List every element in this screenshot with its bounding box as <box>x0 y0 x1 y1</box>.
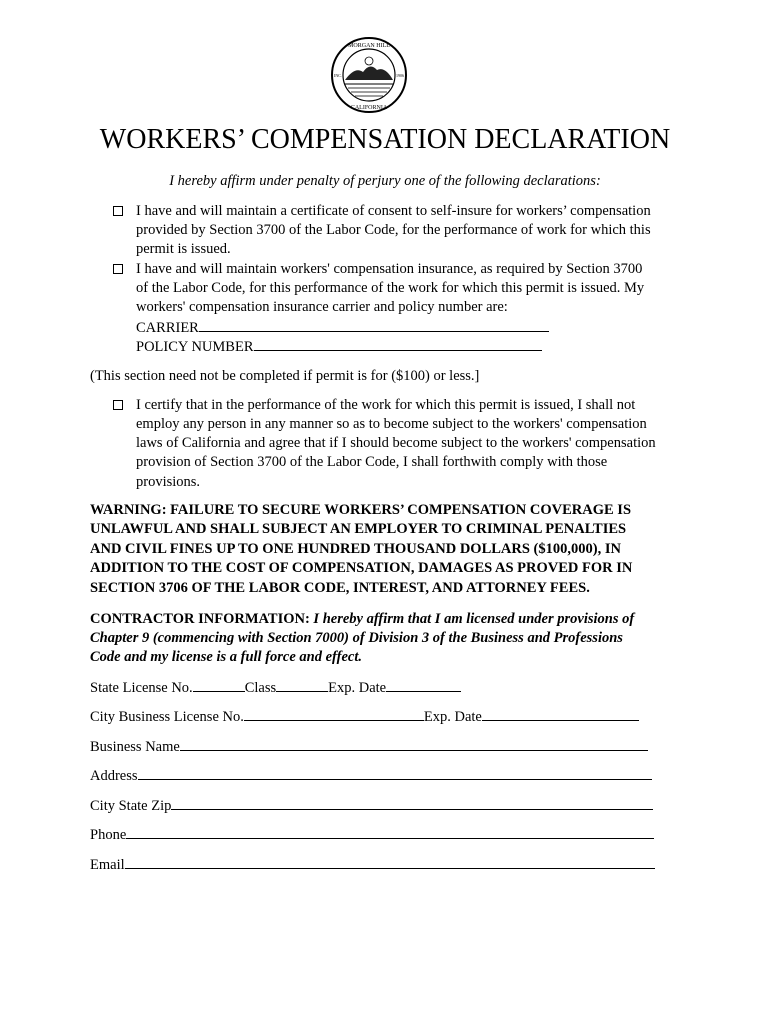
address-row <box>90 766 652 786</box>
exp-date-field[interactable] <box>386 678 461 692</box>
business-name-field[interactable] <box>180 737 648 751</box>
state-license-label: State License No. <box>90 680 193 696</box>
page-title: WORKERS’ COMPENSATION DECLARATION <box>99 124 671 155</box>
seal-bottom-text: CALIFORNIA <box>350 105 388 111</box>
city-state-zip-field[interactable] <box>171 796 653 810</box>
exp-date2-label: Exp. Date <box>423 709 482 725</box>
city-seal-logo <box>330 36 408 114</box>
city-state-zip-row <box>90 796 653 816</box>
insurance-checkbox[interactable] <box>113 264 123 274</box>
contractor-line1 <box>90 610 634 629</box>
option2-line: I have and will maintain workers' compensation insurance, as required by Section 3700 <box>136 261 643 277</box>
exp-date2-field[interactable] <box>482 707 639 721</box>
phone-label: Phone <box>90 827 127 843</box>
option2-line: workers' compensation insurance carrier and policy number are: <box>136 299 508 315</box>
license-row <box>90 678 461 698</box>
business-name-label: Business Name <box>90 739 180 755</box>
email-row <box>90 855 655 875</box>
option3-line: I certify that in the performance of the work for which this permit is issued, I shall not <box>136 397 636 413</box>
business-name-row <box>90 737 648 757</box>
option2-line: of the Labor Code, for this performance of the work for which this permit is issued. My <box>136 280 645 296</box>
warning-line: AND CIVIL FINES UP TO ONE HUNDRED THOUSAND DOLLARS ($100,000), IN <box>90 541 621 557</box>
option1-line: I have and will maintain a certificate of consent to self-insure for workers’ compensation <box>136 203 651 219</box>
seal-left-text: INC. <box>334 73 342 78</box>
address-field[interactable] <box>138 766 652 780</box>
city-business-license-field[interactable] <box>244 707 424 721</box>
warning-line: ADDITION TO THE COST OF COMPENSATION, DAMAGES AS PROVED FOR IN <box>90 560 633 576</box>
city-license-row <box>90 707 639 727</box>
phone-field[interactable] <box>126 825 654 839</box>
exempt-checkbox[interactable] <box>113 400 123 410</box>
seal-top-text: MORGAN HILL <box>348 43 390 49</box>
option3-line: laws of California and agree that if I should become subject to the workers' compensation <box>136 435 656 451</box>
policy-row <box>136 337 542 357</box>
contractor-line2: Chapter 9 (commencing with Section 7000) of Division 3 of the Business and Professions <box>90 630 623 646</box>
carrier-field[interactable] <box>199 318 549 332</box>
option3-line: provisions. <box>136 474 201 490</box>
warning-line: SECTION 3706 OF THE LABOR CODE, INTEREST, AND ATTORNEY FEES. <box>90 580 590 596</box>
state-license-field[interactable] <box>193 678 245 692</box>
policy-number-field[interactable] <box>254 337 542 351</box>
city-state-zip-label: City State Zip <box>90 798 172 814</box>
contractor-text: I hereby affirm that I am licensed under provisions of <box>313 611 635 627</box>
carrier-label: CARRIER <box>136 320 199 336</box>
self-insure-checkbox[interactable] <box>113 206 123 216</box>
email-field[interactable] <box>125 855 655 869</box>
warning-line: UNLAWFUL AND SHALL SUBJECT AN EMPLOYER TO CRIMINAL PENALTIES <box>90 521 627 537</box>
carrier-row <box>136 318 549 338</box>
option3-line: employ any person in any manner so as to become subject to the workers' compensation <box>136 416 647 432</box>
contractor-label: CONTRACTOR INFORMATION: <box>90 611 310 627</box>
phone-row <box>90 825 654 845</box>
affirm-statement: I hereby affirm under penalty of perjury one of the following declarations: <box>169 173 601 189</box>
option1-line: provided by Section 3700 of the Labor Code, for the performance of work for which this <box>136 222 651 238</box>
section-note: (This section need not be completed if permit is for ($100) or less.] <box>90 368 480 384</box>
exp-date-label: Exp. Date <box>328 680 387 696</box>
class-label: Class <box>244 680 277 696</box>
policy-label: POLICY NUMBER <box>136 339 254 355</box>
class-field[interactable] <box>276 678 328 692</box>
contractor-line3: Code and my license is a full force and effect. <box>90 649 362 665</box>
option3-line: provision of Section 3700 of the Labor Code, I shall forthwith comply with those <box>136 454 608 470</box>
seal-right-text: 1906 <box>396 73 404 78</box>
address-label: Address <box>90 768 138 784</box>
city-business-license-label: City Business License No. <box>90 709 244 725</box>
option1-line: permit is issued. <box>136 241 231 257</box>
warning-line: WARNING: FAILURE TO SECURE WORKERS’ COMPENSATION COVERAGE IS <box>90 502 632 518</box>
email-label: Email <box>90 857 125 873</box>
